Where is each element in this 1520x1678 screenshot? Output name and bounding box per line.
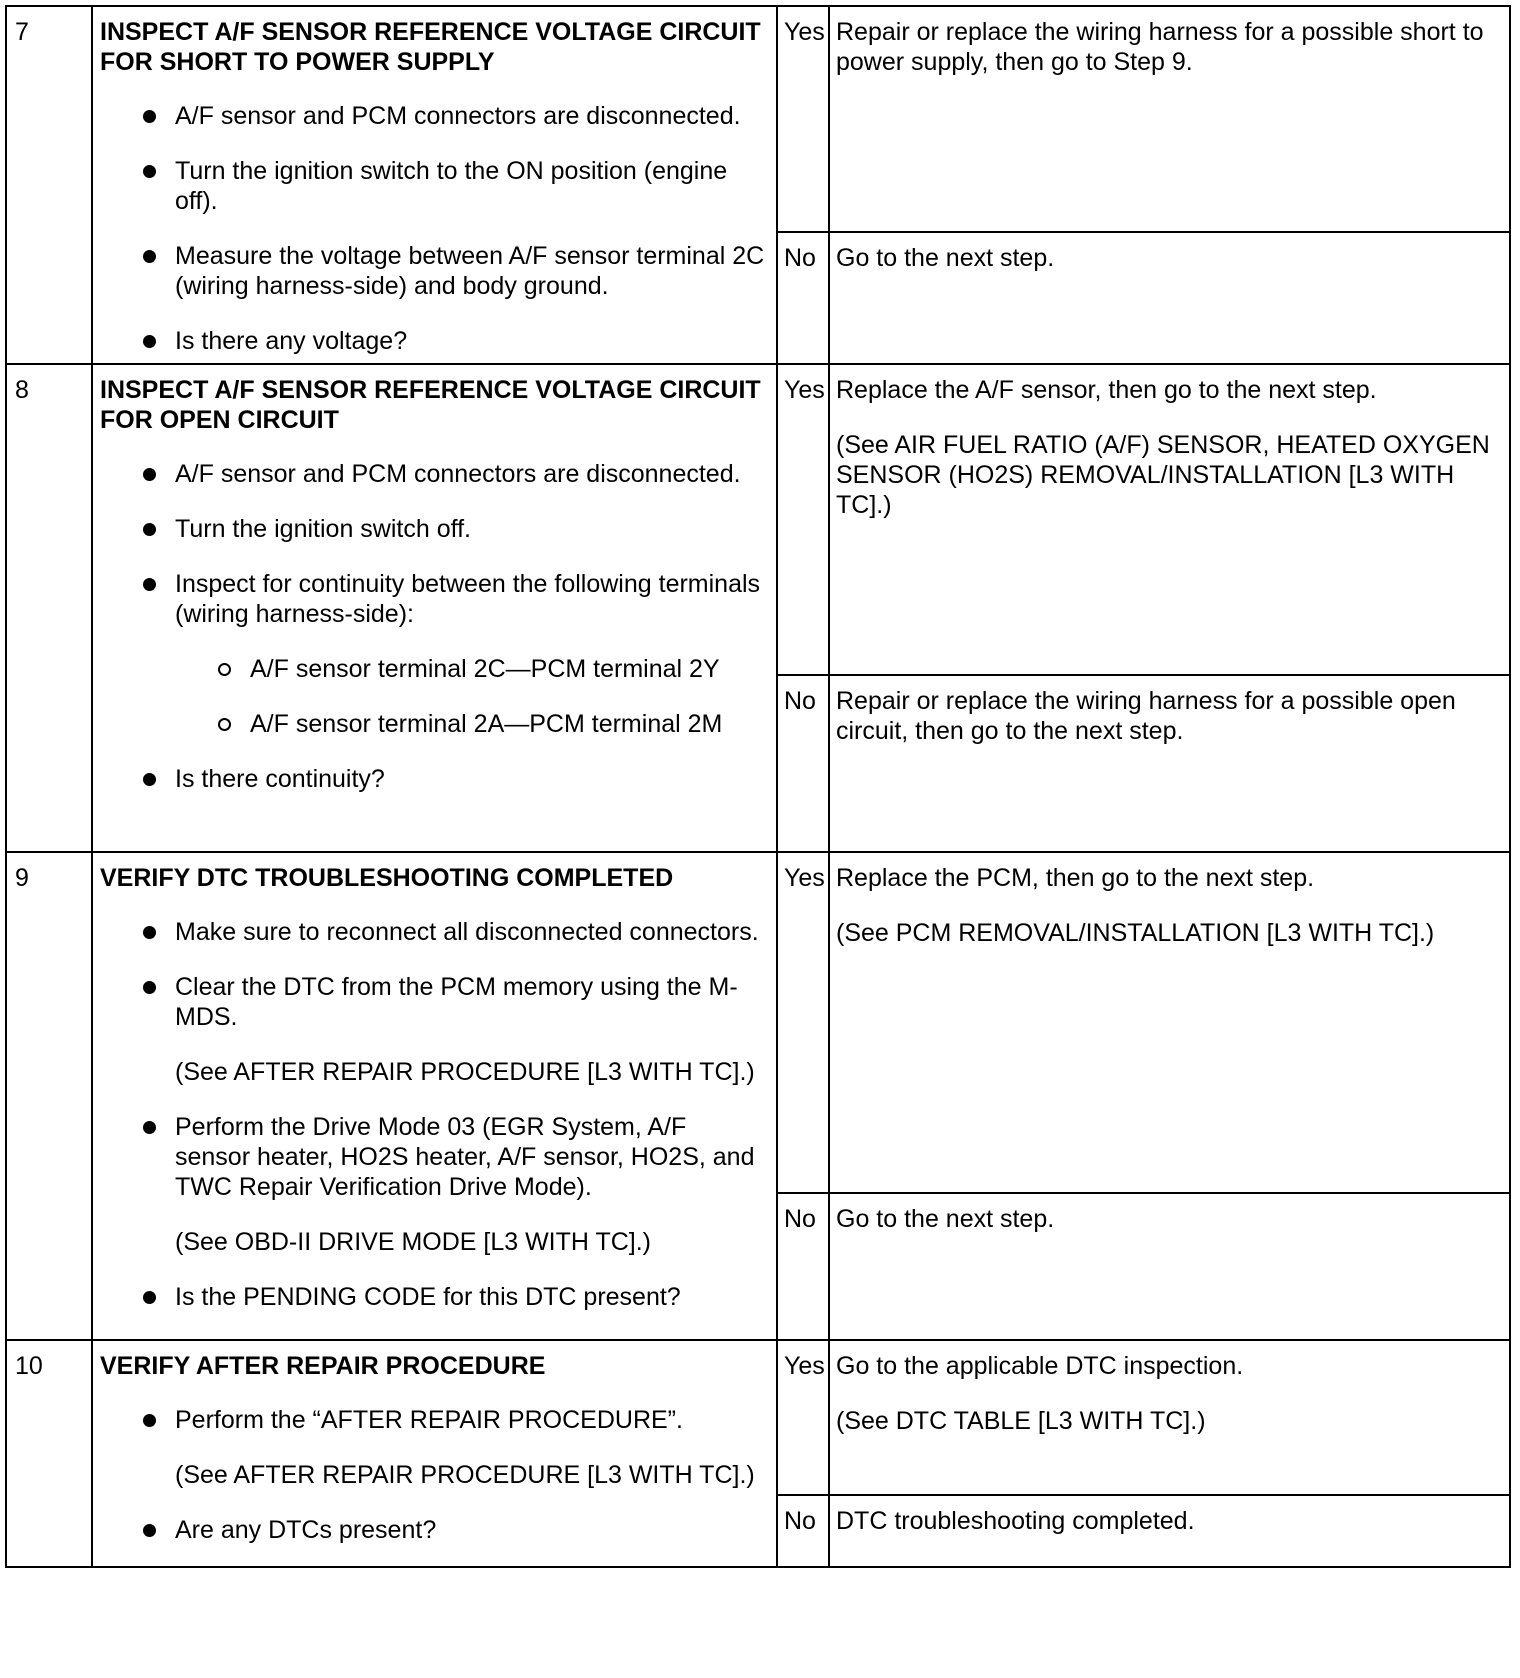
no-label: No (777, 1193, 829, 1340)
bullet-list (100, 1405, 766, 1545)
yes-label: Yes (777, 6, 829, 232)
list-item: Turn the ignition switch to the ON position (engine off). (175, 156, 766, 216)
no-label: No (777, 675, 829, 852)
step-title: VERIFY AFTER REPAIR PROCEDURE (100, 1352, 546, 1380)
no-action (829, 232, 1510, 364)
sub-bullet-list (175, 654, 766, 739)
list-item: Make sure to reconnect all disconnected connectors. (175, 917, 766, 947)
list-item (175, 1405, 766, 1490)
step-number: 8 (6, 364, 92, 852)
yes-label: Yes (777, 364, 829, 675)
list-item-text: Clear the DTC from the PCM memory using the M-MDS. (175, 973, 738, 1031)
sub-list-item: A/F sensor terminal 2A—PCM terminal 2M (250, 709, 766, 739)
list-item: A/F sensor and PCM connectors are disconnected. (175, 101, 766, 131)
list-item-text: Perform the “AFTER REPAIR PROCEDURE”. (175, 1406, 683, 1434)
no-action (829, 675, 1510, 852)
table-row-step-8 (6, 364, 1510, 675)
step-title: INSPECT A/F SENSOR REFERENCE VOLTAGE CIRCUIT FOR OPEN CIRCUIT (100, 376, 761, 434)
step-title: INSPECT A/F SENSOR REFERENCE VOLTAGE CIRCUIT FOR SHORT TO POWER SUPPLY (100, 18, 761, 76)
step-number: 7 (6, 6, 92, 364)
list-item: Are any DTCs present? (175, 1515, 766, 1545)
list-item-text: Inspect for continuity between the following terminals (wiring harness-side): (175, 570, 761, 628)
yes-action (829, 852, 1510, 1193)
list-item: Is there continuity? (175, 764, 766, 794)
action-text: Go to the applicable DTC inspection. (836, 1352, 1244, 1380)
list-item (175, 569, 766, 739)
bullet-list (100, 459, 766, 794)
step-inspection (92, 6, 777, 364)
yes-label: Yes (777, 1340, 829, 1495)
no-label: No (777, 1495, 829, 1567)
yes-label: Yes (777, 852, 829, 1193)
no-label: No (777, 232, 829, 364)
bullet-list (100, 917, 766, 1312)
bullet-list (100, 101, 766, 356)
step-number: 9 (6, 852, 92, 1340)
action-text: Replace the A/F sensor, then go to the next step. (836, 376, 1377, 404)
list-item: Is the PENDING CODE for this DTC present? (175, 1282, 766, 1312)
no-action (829, 1193, 1510, 1340)
table-row-step-9 (6, 852, 1510, 1193)
reference-note: (See AFTER REPAIR PROCEDURE [L3 WITH TC].) (175, 1058, 755, 1086)
step-title: VERIFY DTC TROUBLESHOOTING COMPLETED (100, 864, 674, 892)
list-item (175, 1112, 766, 1257)
step-number: 10 (6, 1340, 92, 1567)
action-text: Go to the next step. (836, 1205, 1055, 1233)
action-text: Repair or replace the wiring harness for a possible open circuit, then go to the next step. (836, 687, 1456, 745)
table-row-step-7 (6, 6, 1510, 232)
sub-list-item: A/F sensor terminal 2C—PCM terminal 2Y (250, 654, 766, 684)
troubleshooting-table (5, 5, 1511, 1568)
reference-note: (See OBD-II DRIVE MODE [L3 WITH TC].) (175, 1228, 651, 1256)
action-reference: (See DTC TABLE [L3 WITH TC].) (836, 1407, 1206, 1435)
yes-action (829, 1340, 1510, 1495)
action-text: Go to the next step. (836, 244, 1055, 272)
reference-note: (See AFTER REPAIR PROCEDURE [L3 WITH TC].) (175, 1461, 755, 1489)
list-item (175, 972, 766, 1087)
list-item: Turn the ignition switch off. (175, 514, 766, 544)
action-text: Repair or replace the wiring harness for a possible short to power supply, then go to Step 9. (836, 18, 1484, 76)
no-action (829, 1495, 1510, 1567)
list-item-text: Perform the Drive Mode 03 (EGR System, A/F sensor heater, HO2S heater, A/F sensor, HO2S, and TWC Repair Verification Drive Mode). (175, 1113, 755, 1201)
list-item: Is there any voltage? (175, 326, 766, 356)
action-text: Replace the PCM, then go to the next step. (836, 864, 1315, 892)
step-inspection (92, 1340, 777, 1567)
table-row-step-10 (6, 1340, 1510, 1495)
list-item: A/F sensor and PCM connectors are disconnected. (175, 459, 766, 489)
step-inspection (92, 852, 777, 1340)
action-reference: (See AIR FUEL RATIO (A/F) SENSOR, HEATED OXYGEN SENSOR (HO2S) REMOVAL/INSTALLATION [L3 WITH TC].) (836, 431, 1490, 519)
action-text: DTC troubleshooting completed. (836, 1507, 1195, 1535)
yes-action (829, 6, 1510, 232)
step-inspection (92, 364, 777, 852)
yes-action (829, 364, 1510, 675)
action-reference: (See PCM REMOVAL/INSTALLATION [L3 WITH TC].) (836, 919, 1435, 947)
list-item: Measure the voltage between A/F sensor terminal 2C (wiring harness-side) and body ground. (175, 242, 765, 300)
